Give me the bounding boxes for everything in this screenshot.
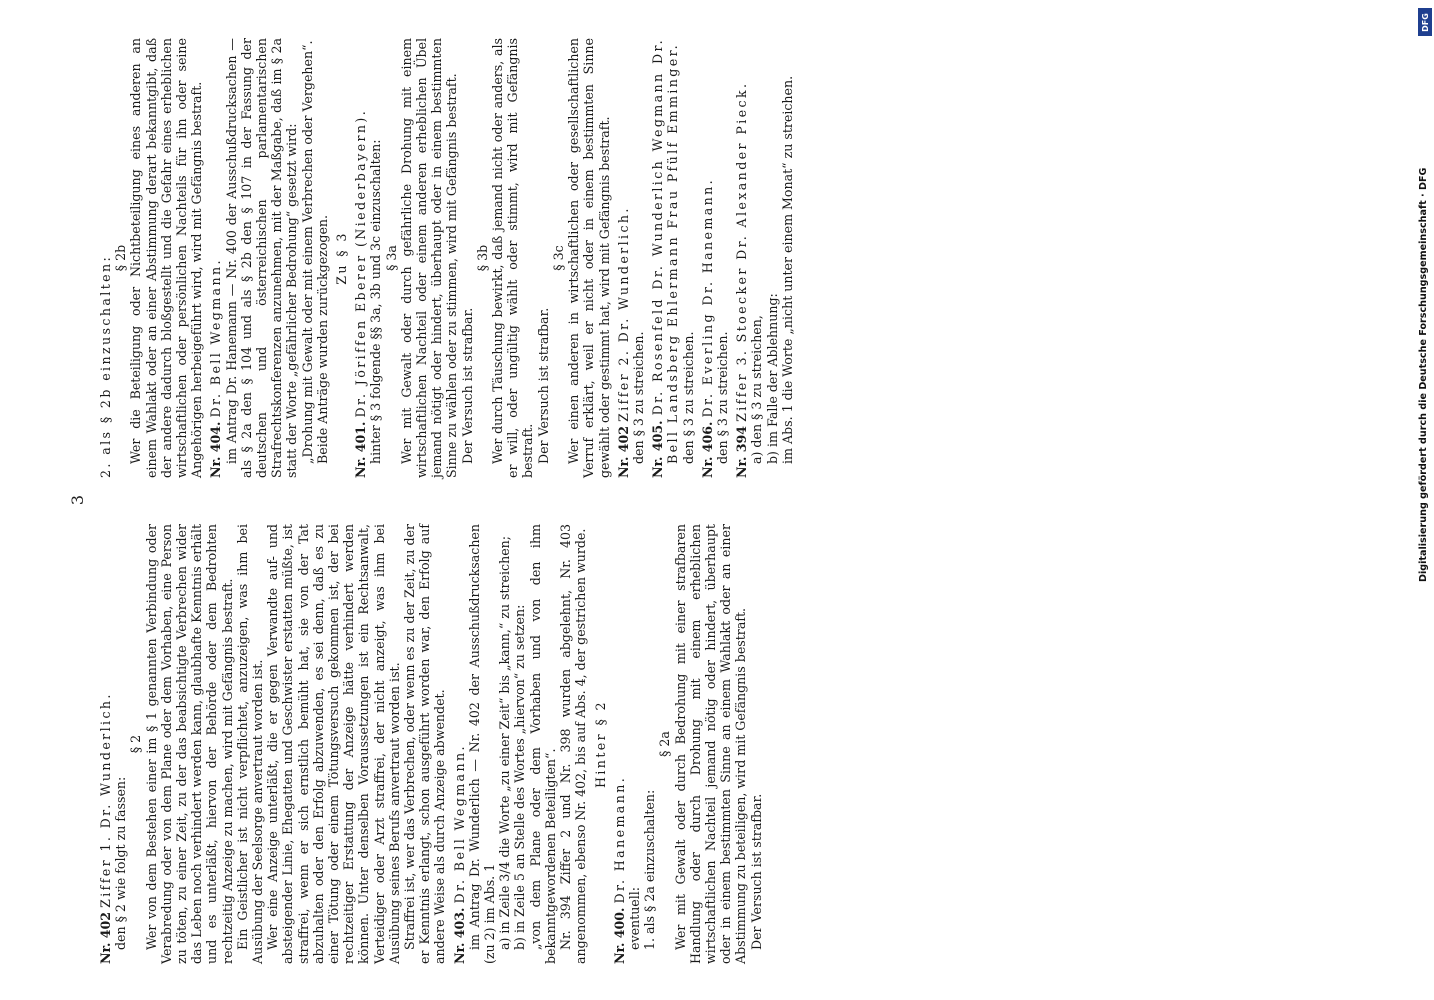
text-line: hinter § 3 folgende §§ 3a, 3b und 3c einzuschalten:	[368, 139, 384, 464]
entry-heading	[616, 38, 631, 478]
motion-sponsors: Hinter § 2	[592, 700, 608, 788]
entry-heading	[650, 38, 680, 478]
text-line: eventuell:	[626, 886, 642, 950]
section-marker: § 3b	[474, 244, 490, 272]
dfg-logo-text: DFG	[1420, 12, 1430, 32]
text-line: Der Versuch ist strafbar.	[535, 307, 551, 464]
entry-heading	[353, 38, 368, 478]
section-marker: § 2	[128, 734, 144, 754]
motion-entry	[452, 524, 589, 964]
text-line: Nr. 394 Ziffer 2 und Nr. 398 wurden abgelehnt, Nr. 403 angenommen, ebenso Nr. 402, bis auf Abs. 4, der gestrichen wurde.	[558, 524, 589, 964]
text-line: den § 3 zu streichen.	[630, 331, 646, 464]
entry-heading	[452, 524, 467, 964]
motion-sponsors: 2. als § 2b einzuschalten:	[98, 254, 113, 478]
motion-number: Nr. 405.	[650, 420, 666, 478]
text-line: Wer von dem Bestehen einer im § 1 genannten Verbindung oder Verabredung oder von dem Plane oder dem Vorhaben, eine Person zu töten, zu einer Zeit, zu der das beabsichtigte Verbrechen wider das Leben noch verhindert werden kann, glaubhafte Kenntnis erhält und es unterläßt, hiervon der Behörde oder dem Bedrohten rechtzeitig Anzeige zu machen, wird mit Gefängnis bestraft.	[143, 524, 235, 964]
motion-sponsors: Zu § 3	[334, 231, 350, 285]
motion-entry	[208, 38, 330, 478]
motion-number: Nr. 400.	[611, 907, 627, 964]
entry-heading	[98, 524, 113, 964]
digitization-notice: Digitalisierung gefördert durch die Deutsche Forschungsgemeinschaft · DFG	[1418, 167, 1429, 582]
entry-heading	[334, 38, 349, 478]
motion-sponsors: Ziffer 3. Stoecker Dr. Alexander Pieck.	[734, 81, 750, 422]
text-line: Wer mit Gewalt oder durch gefährliche Drohung mit einem wirtschaftlichen Nachteil oder einem anderen erheblichen Übel jemand nötigt oder hindert, überhaupt oder in einem bestimmten Sinne zu wählen oder zu stimmen, wird mit Gefängnis bestraft.	[398, 38, 460, 478]
entry-heading	[593, 524, 608, 964]
entry-heading	[208, 38, 223, 478]
motion-sponsors: Dr. Everling Dr. Hanemann.	[699, 177, 715, 418]
text-line: Der Versuch ist strafbar.	[459, 307, 475, 464]
text-line: den § 3 zu streichen.	[680, 331, 696, 464]
motion-entry	[334, 38, 349, 478]
entry-heading	[98, 38, 113, 478]
motion-sponsors: Dr. Hanemann.	[611, 775, 627, 904]
entry-heading	[612, 524, 627, 964]
entry-heading	[734, 38, 749, 478]
left-column	[98, 524, 768, 964]
text-line: a) in Zeile 3/4 die Worte „zu einer Zeit“ bis „kann,“ zu streichen;	[497, 535, 513, 950]
motion-entry	[700, 38, 730, 478]
text-line: „Drohung mit Gewalt oder mit einem Verbrechen oder Vergehen“.	[299, 40, 315, 464]
motion-entry	[650, 38, 696, 478]
text-line: „von dem Plane oder dem Vorhaben und von den ihm bekanntgewordenen Beteiligten“.	[527, 524, 558, 964]
text-line: Wer eine Anzeige unterläßt, die er gegen Verwandte auf- und absteigender Linie, Ehegatten und Geschwister erstatten müßte, ist straffrei, wenn er sich ernstlich bemüht hat, sie von der Tat abzuhalten oder den Erfolg abzuwenden, es sei denn, daß es zu einer Tötung oder einem Tötungsversuch gekommen ist, der bei rechtzeitiger Erstattung der Anzeige hätte verhindert werden können. Unter denselben Voraussetzungen ist ein Rechtsanwalt, Verteidiger oder Arzt straffrei, der nicht anzeigt, was ihm bei Ausübung seines Berufs anvertraut worden ist.	[265, 524, 402, 964]
text-line: Der Versuch ist strafbar.	[748, 793, 764, 950]
text-line: im Antrag Dr. Wunderlich — Nr. 402 der Ausschußdrucksachen (zu 2) im Abs. 1	[466, 524, 498, 964]
section-marker: § 2a	[657, 731, 673, 757]
right-column	[98, 38, 799, 478]
entry-heading	[700, 38, 715, 478]
motion-sponsors: Ziffer 2. Dr. Wunderlich.	[615, 206, 631, 422]
text-line: Straffrei ist, wer das Verbrechen, oder wenn es zu der Zeit, zu der er Kenntnis erlangt, schon ausgeführt worden war, den Erfolg auf andere Weise als durch Anzeige abwendet.	[402, 524, 448, 964]
text-line: Wer durch Täuschung bewirkt, daß jemand nicht oder anders, als er will, oder ungültig wählt oder stimmt, wird mit Gefängnis bestraft.	[490, 38, 536, 478]
page-number: 3	[68, 494, 87, 506]
text-line: den § 3 zu streichen.	[714, 331, 730, 464]
text-line: Wer die Beteiligung oder Nichtbeteiligung eines anderen an einem Wahlakt oder an einer Abstimmung derart bekanntgibt, daß der andere dadurch bloßgestellt und die Gefahr eines erheblichen wirtschaftlichen oder persönlichen Nachteils für ihn oder seine Angehörigen herbeigeführt wird, wird mit Gefängnis bestraft.	[128, 38, 205, 478]
text-line: b) in Zeile 5 an Stelle des Wortes „hiervon“ zu setzen:	[512, 604, 528, 950]
text-line: den § 2 wie folgt zu fassen:	[113, 776, 129, 950]
motion-sponsors: Dr. Rosenfeld Dr. Wunderlich Wegmann Dr. Bell Landsberg Ehlermann Frau Pfülf Emminger.	[650, 38, 681, 464]
text-line: a) den § 3 zu streichen,	[749, 315, 765, 464]
motion-entry	[612, 524, 764, 964]
text-line: Wer einen anderen in wirtschaftlichen oder gesellschaftlichen Verruf erklärt, weil er nicht oder in einem bestimmten Sinne gewählt oder gestimmt hat, wird mit Gefängnis bestraft.	[566, 38, 612, 478]
text-line: Beide Anträge wurden zurückgezogen.	[314, 214, 330, 464]
text-line: im Antrag Dr. Hanemann — Nr. 400 der Ausschußdrucksachen — als § 2a den § 104 und als § 2b den § 107 in der Fassung der deutschen und österreichischen parlamentarischen Strafrechtskonferenzen anzunehmen, mit der Maßgabe, daß im § 2a statt der Worte „gefährlicher Bedrohung“ gesetzt wird:	[223, 38, 300, 478]
section-marker: § 3a	[383, 245, 399, 271]
motion-number: Nr. 406.	[699, 421, 715, 478]
motion-sponsors: Ziffer 1. Dr. Wunderlich.	[98, 692, 113, 908]
motion-number: Nr. 402	[98, 911, 113, 964]
motion-entry	[593, 524, 608, 964]
motion-number: Nr. 404.	[208, 421, 224, 478]
motion-number: Nr. 394	[734, 425, 750, 478]
motion-sponsors: Dr. Bell Wegmann.	[451, 744, 467, 904]
text-line: Ein Geistlicher ist nicht verpflichtet, anzuzeigen, was ihm bei Ausübung der Seelsorge anvertraut worden ist.	[234, 524, 266, 964]
motion-entry	[734, 38, 795, 478]
text-line: im Abs. 1 die Worte „nicht unter einem Monat“ zu streichen.	[779, 75, 795, 464]
motion-entry	[98, 38, 204, 478]
motion-number: Nr. 402	[615, 425, 631, 478]
motion-entry	[616, 38, 646, 478]
motion-sponsors: Dr. Jöriffen Eberer (Niederbayern).	[353, 108, 369, 418]
dfg-logo	[1418, 8, 1432, 36]
text-line: Wer mit Gewalt oder durch Bedrohung mit einer strafbaren Handlung oder durch Drohung mit einem erheblichen wirtschaftlichen Nachteil jemand nötig oder hindert, überhaupt oder in einem bestimmten Sinne an einem Wahlakt oder an einer Abstimmung zu beteiligen, wird mit Gefängnis bestraft.	[672, 524, 749, 964]
text-line: b) im Falle der Ablehnung:	[764, 293, 780, 464]
motion-entry	[353, 38, 611, 478]
motion-number: Nr. 401.	[353, 421, 369, 478]
motion-number: Nr. 403.	[451, 907, 467, 964]
text-line: 1. als § 2a einzuschalten:	[642, 789, 658, 950]
motion-entry	[98, 524, 448, 964]
section-marker: § 2b	[113, 244, 129, 272]
section-marker: § 3c	[550, 245, 566, 271]
motion-sponsors: Dr. Bell Wegmann.	[208, 258, 224, 418]
